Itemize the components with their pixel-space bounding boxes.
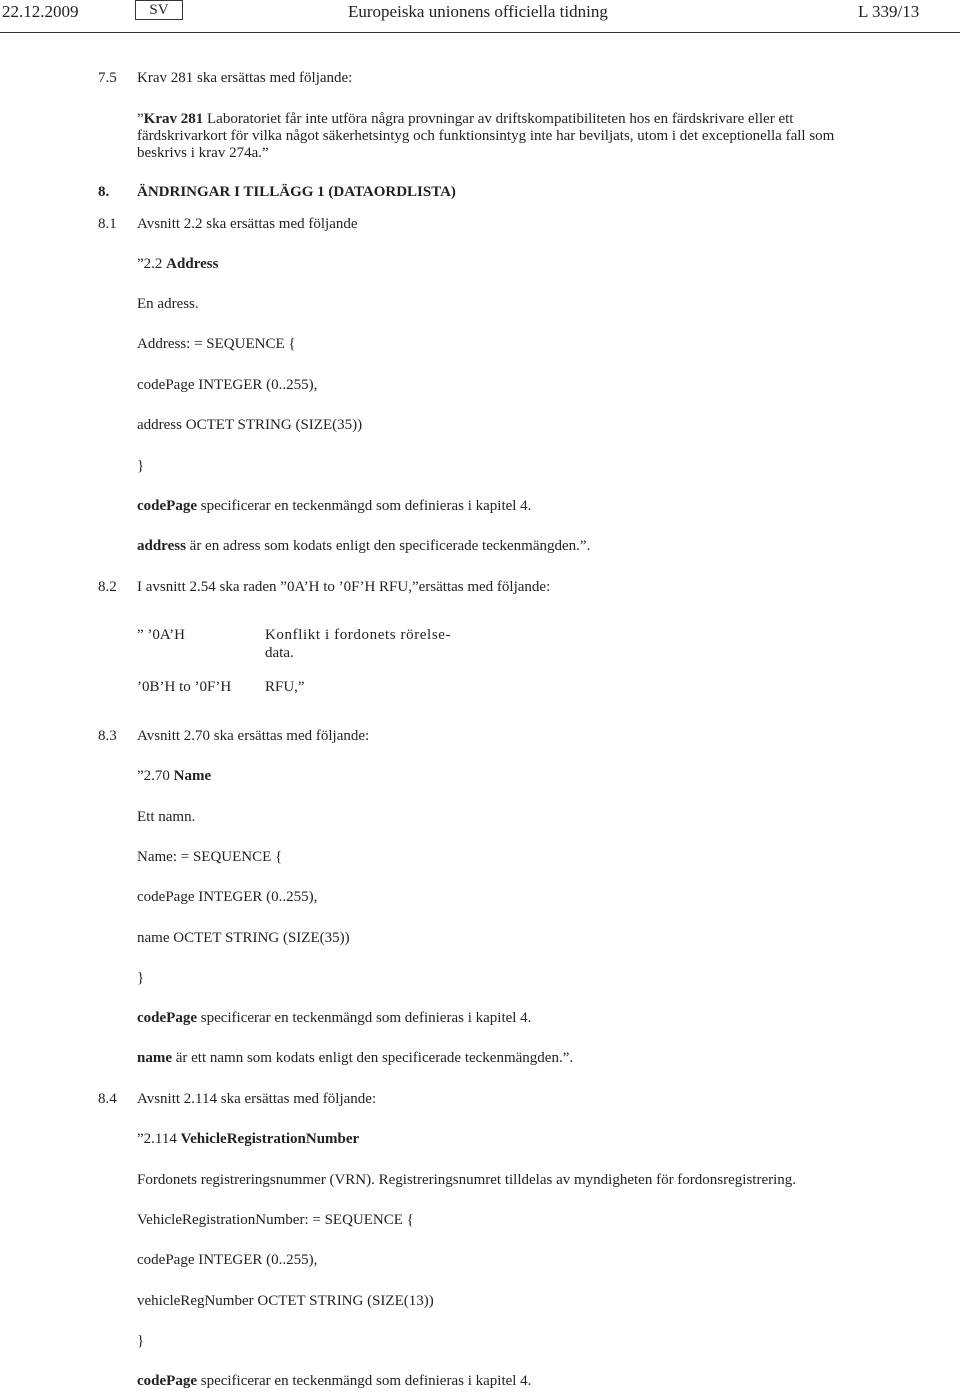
asn-close: }: [137, 458, 145, 474]
section-number: 8.3: [98, 728, 117, 744]
field-note: codePage specificerar en teckenmängd som definieras i kapitel 4.: [137, 498, 532, 514]
table-description: data.: [265, 645, 294, 661]
asn-close: }: [137, 1333, 145, 1349]
table-description: RFU,”: [265, 679, 305, 695]
language-code: SV: [149, 2, 169, 18]
field-note: codePage specificerar en teckenmängd som definieras i kapitel 4.: [137, 1373, 532, 1389]
requirement-text: Laboratoriet får inte utföra några provningar av driftskompatibiliteten hos en färdskrivare eller ett: [203, 111, 794, 127]
definition-name: Address: [166, 256, 219, 272]
section-number: 8.1: [98, 216, 117, 232]
open-quote: ”: [137, 111, 144, 127]
requirement-label: Krav 281: [143, 111, 204, 127]
language-badge: [135, 0, 183, 20]
definition-name: VehicleRegistrationNumber: [180, 1131, 360, 1147]
chapter-title: ÄNDRINGAR I TILLÄGG 1 (DATAORDLISTA): [137, 184, 456, 200]
table-code: ’0B’H to ’0F’H: [137, 679, 232, 695]
asn-sequence: Name: = SEQUENCE {: [137, 849, 283, 865]
definition-heading: ”2.2 Address: [137, 256, 219, 272]
asn-field: codePage INTEGER (0..255),: [137, 377, 318, 393]
table-code: ” ’0A’H: [137, 627, 185, 643]
definition-name: Name: [173, 768, 212, 784]
section-number: 8.4: [98, 1091, 117, 1107]
asn-field: codePage INTEGER (0..255),: [137, 1252, 318, 1268]
page-number: L 339/13: [858, 2, 920, 21]
section-number: 8.2: [98, 579, 117, 595]
asn-field: address OCTET STRING (SIZE(35)): [137, 417, 363, 433]
section-intro: Krav 281 ska ersättas med följande:: [137, 70, 353, 86]
requirement-line-1: [137, 110, 793, 128]
section-intro: Avsnitt 2.70 ska ersättas med följande:: [137, 728, 370, 744]
section-intro: I avsnitt 2.54 ska raden ”0A’H to ’0F’H RFU,”ersättas med följande:: [137, 579, 551, 595]
field-note: name är ett namn som kodats enligt den specificerade teckenmängden.”.: [137, 1050, 574, 1066]
asn-close: }: [137, 970, 145, 986]
field-note: address är en adress som kodats enligt den specificerade teckenmängden.”.: [137, 538, 591, 554]
header-rule: [0, 32, 960, 33]
asn-field: name OCTET STRING (SIZE(35)): [137, 930, 350, 946]
asn-sequence: Address: = SEQUENCE {: [137, 336, 296, 352]
journal-title: Europeiska unionens officiella tidning: [348, 2, 608, 21]
asn-field: vehicleRegNumber OCTET STRING (SIZE(13)): [137, 1293, 434, 1309]
chapter-number: 8.: [98, 184, 110, 200]
definition-heading: ”2.70 Name: [137, 768, 212, 784]
header-date: 22.12.2009: [2, 2, 79, 21]
field-note: codePage specificerar en teckenmängd som definieras i kapitel 4.: [137, 1010, 532, 1026]
asn-field: codePage INTEGER (0..255),: [137, 889, 318, 905]
definition-heading: ”2.114 VehicleRegistrationNumber: [137, 1131, 360, 1147]
table-description: Konflikt i fordonets rörelse-: [265, 627, 452, 643]
definition-description: En adress.: [137, 296, 199, 312]
asn-sequence: VehicleRegistrationNumber: = SEQUENCE {: [137, 1212, 414, 1228]
section-number: 7.5: [98, 70, 117, 86]
definition-description: Ett namn.: [137, 809, 196, 825]
section-intro: Avsnitt 2.2 ska ersättas med följande: [137, 216, 358, 232]
section-intro: Avsnitt 2.114 ska ersättas med följande:: [137, 1091, 377, 1107]
requirement-line-2: färdskrivarkort för vilka något säkerhetsintyg och funktionsintyg inte har beviljats, utom i det exceptionella fall som: [137, 128, 835, 144]
requirement-line-3: beskrivs i krav 274a.”: [137, 145, 269, 161]
definition-description: Fordonets registreringsnummer (VRN). Registreringsnumret tilldelas av myndigheten för fordonsregistrering.: [137, 1172, 797, 1188]
